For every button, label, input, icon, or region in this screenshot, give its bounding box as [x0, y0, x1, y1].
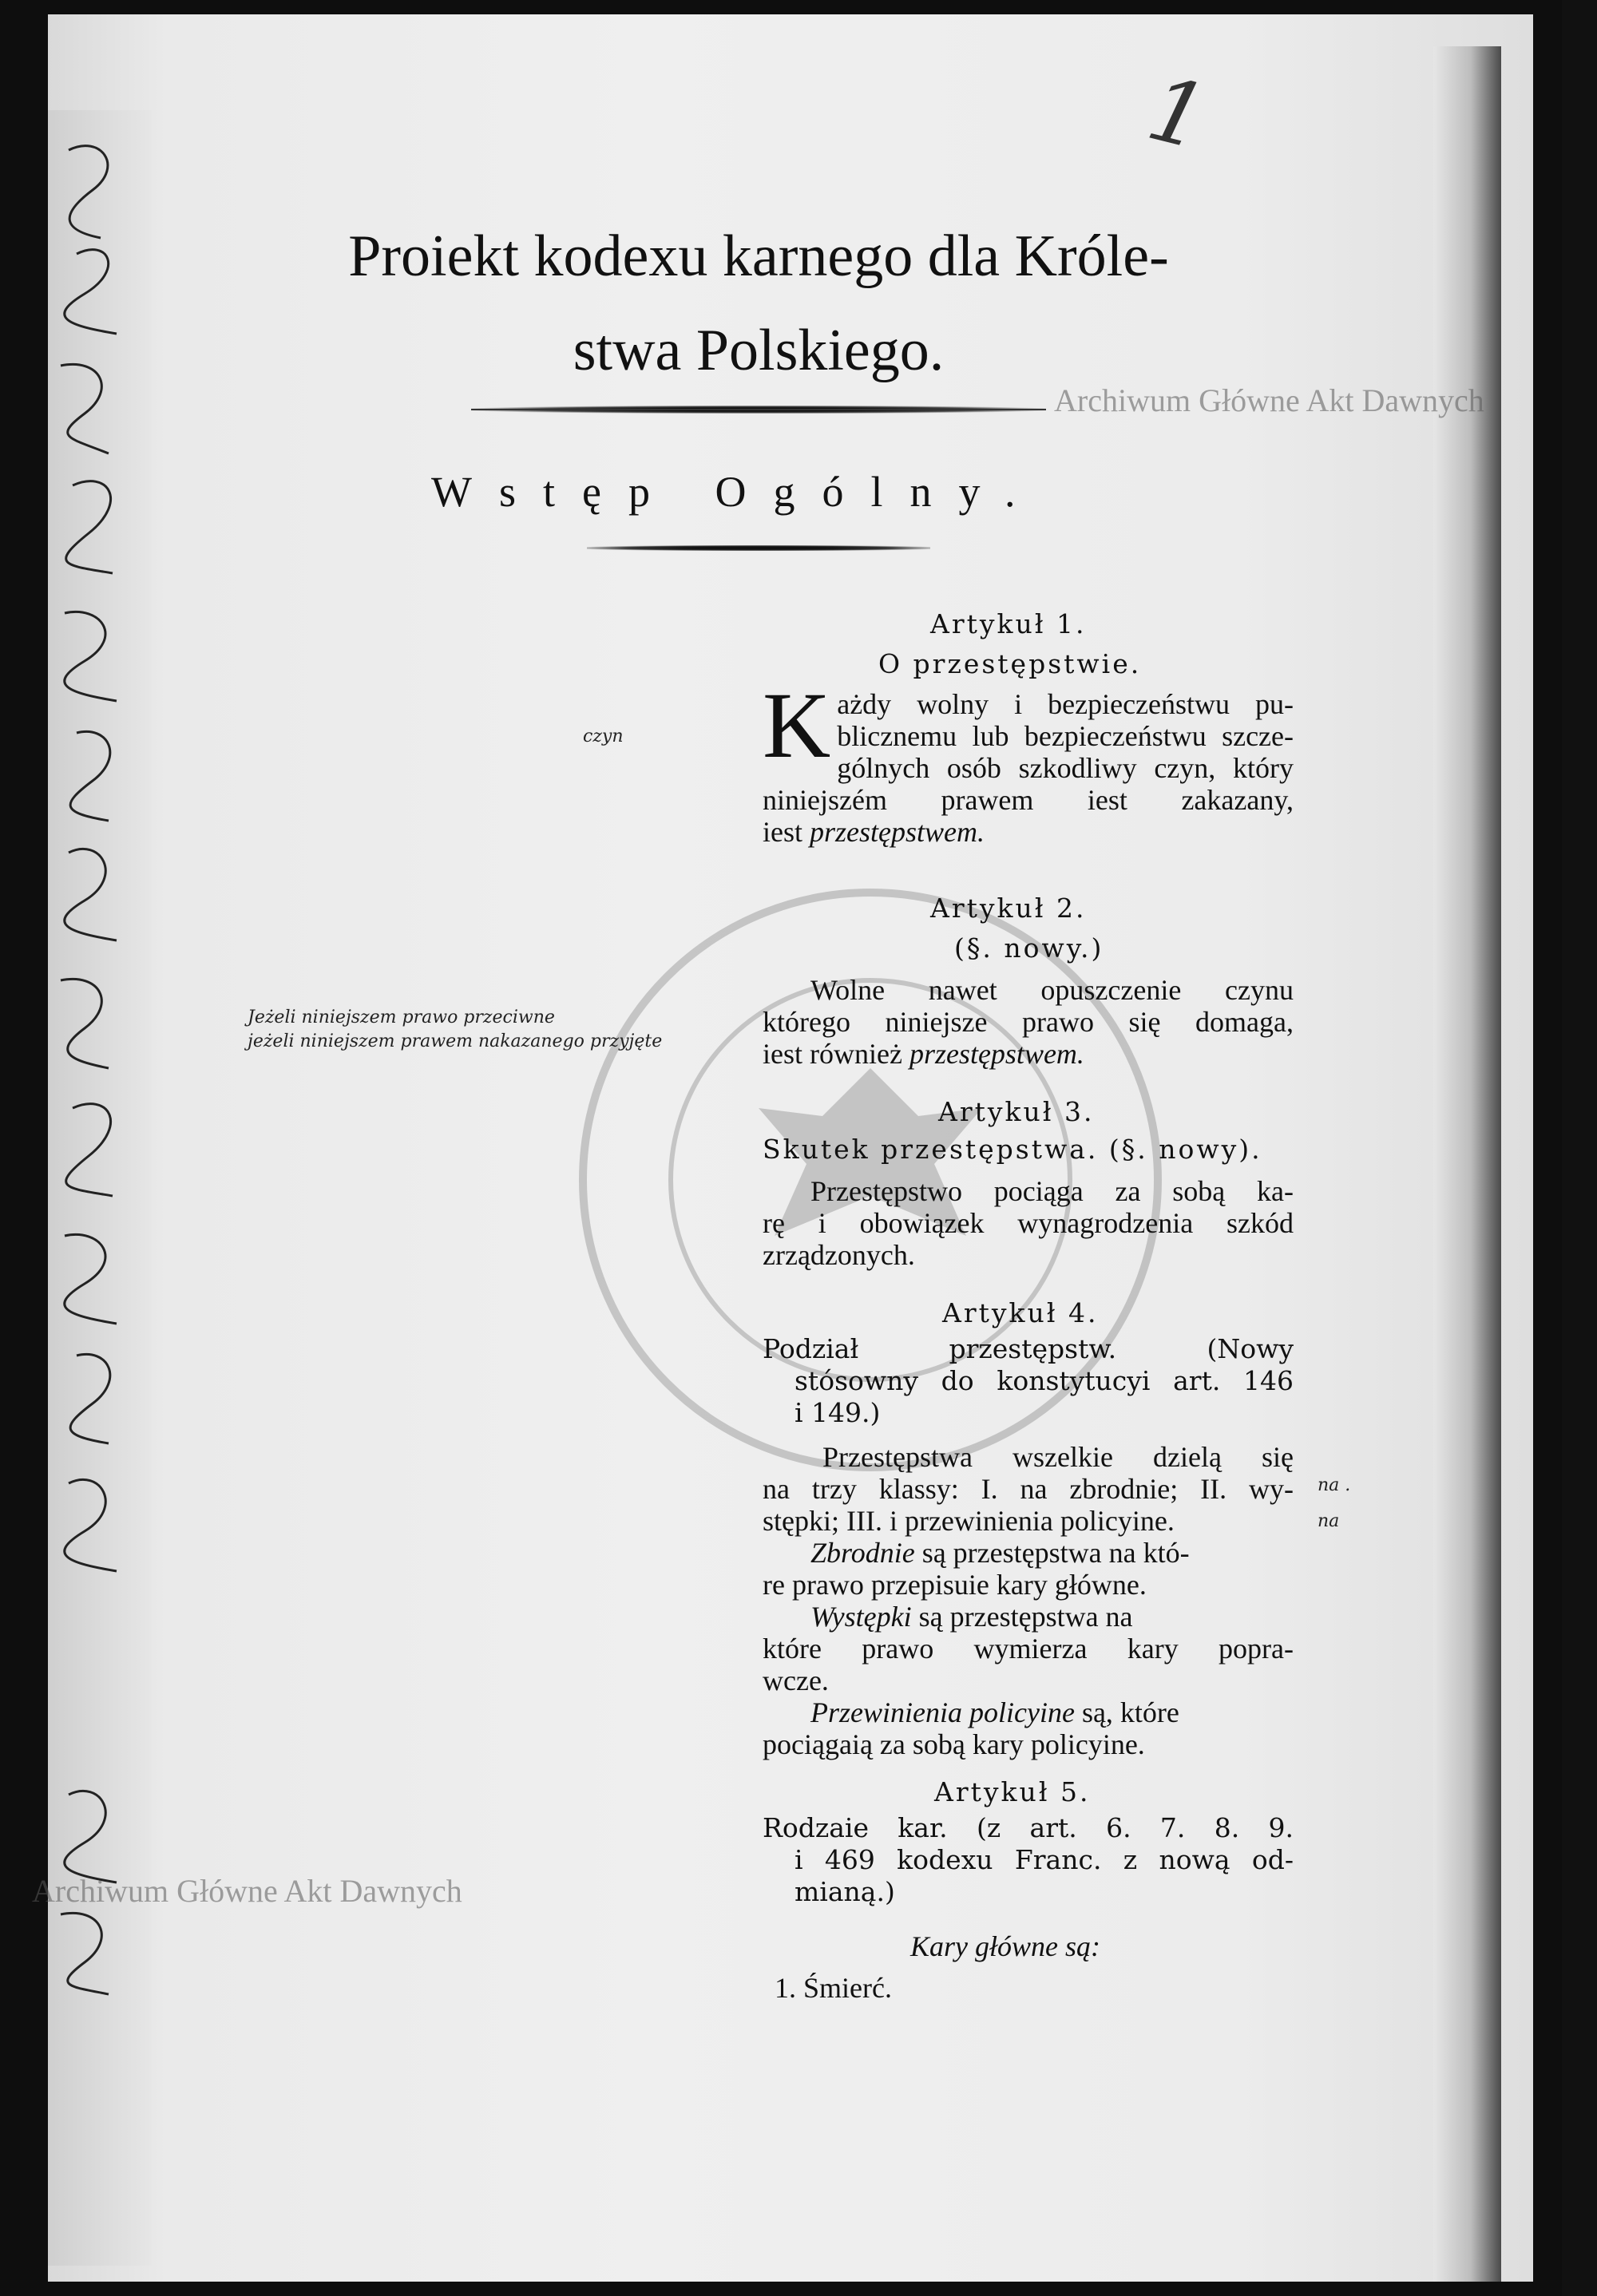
- a5-sub-line-2: i 469 kodexu Franc. z nową od-: [795, 1844, 1294, 1875]
- article-3-body: [763, 1175, 1294, 1271]
- article-1-heading: Artykuł 1.: [930, 608, 1087, 639]
- article-5-heading: Artykuł 5.: [934, 1776, 1091, 1807]
- article-2-subtitle: (§. nowy.): [954, 932, 1104, 964]
- a4-p2-line-1: [763, 1537, 1294, 1569]
- kary-item-1: 1. Śmierć.: [775, 1972, 892, 2004]
- margin-note-na-2: na: [1318, 1511, 1340, 1531]
- title-line-1: Proiekt kodexu karnego dla Króle-: [348, 224, 1169, 289]
- a2-line-2: którego niniejsze prawo się domaga,: [763, 1006, 1294, 1038]
- a4-p3-line-3: wcze.: [763, 1665, 829, 1696]
- kary-glowne-label: Kary główne są:: [910, 1930, 1100, 1962]
- a1-last-prefix: iest: [763, 816, 810, 848]
- article-1-body: [763, 673, 1294, 848]
- a4-p4-text-1: są, które: [1074, 1696, 1179, 1728]
- a2-last-prefix: iest również: [763, 1038, 909, 1070]
- article-5-subtitle: [763, 1812, 1294, 1908]
- a3-line-3: zrządzonych.: [763, 1239, 915, 1271]
- a5-sub-line-1: Rodzaie kar. (z art. 6. 7. 8. 9.: [763, 1812, 1294, 1843]
- a5-sub-line-3: mianą.): [795, 1876, 895, 1907]
- a4-p1-line-3: stępki; III. i przewinienia policyine.: [763, 1505, 1175, 1537]
- margin-note-czyn: czyn: [583, 726, 624, 746]
- a4-sub-line-3: i 149.): [795, 1397, 881, 1428]
- drop-cap: K: [763, 673, 831, 778]
- title-line-2: stwa Polskiego.: [573, 318, 945, 383]
- a1-last-italic: przestępstwem.: [810, 816, 985, 848]
- a4-p4-line-2: pociągaią za sobą kary policyine.: [763, 1728, 1145, 1760]
- watermark-bottom: Archiwum Główne Akt Dawnych: [32, 1873, 462, 1909]
- section-rule: [587, 545, 930, 551]
- article-3-heading: Artykuł 3.: [938, 1096, 1095, 1127]
- a2-line-3: [763, 1038, 1294, 1070]
- a4-p1-line-2: na trzy klassy: I. na zbrodnie; II. wy-: [763, 1473, 1294, 1505]
- a4-p3-text-1: są przestępstwa na: [911, 1601, 1133, 1633]
- handwriting-strip-icon: [53, 134, 149, 2010]
- a3-line-2: rę i obowiązek wynagrodzenia szkód: [763, 1207, 1294, 1239]
- a2-last-italic: przestępstwem.: [909, 1038, 1084, 1070]
- article-2-heading: Artykuł 2.: [930, 893, 1087, 924]
- a4-p3-line-2: które prawo wymierza kary popra-: [763, 1633, 1294, 1665]
- article-2-body: [763, 974, 1294, 1070]
- page-number: 1: [1138, 57, 1218, 170]
- margin-note-na-1: na .: [1318, 1475, 1351, 1495]
- a4-p3-italic: Występki: [810, 1601, 912, 1633]
- a4-p2-italic: Zbrodnie: [810, 1537, 915, 1569]
- a4-sub-line-2: stósowny do konstytucyi art. 146: [795, 1365, 1294, 1396]
- a1-line-2: blicznemu lub bezpieczeństwu szcze-: [837, 720, 1294, 752]
- scan-border: [1562, 0, 1597, 2296]
- margin-note-a2-1: Jeżeli niniejszem prawo przeciwne: [248, 1007, 555, 1027]
- watermark-top: Archiwum Główne Akt Dawnych: [1054, 382, 1484, 418]
- article-3-subtitle: Skutek przestępstwa. (§. nowy).: [763, 1134, 1262, 1165]
- a4-p4-italic: Przewinienia policyine: [810, 1696, 1075, 1728]
- document-title: [240, 209, 1278, 398]
- a4-p3-line-1: [763, 1601, 1294, 1633]
- a1-line-4: niniejszém prawem iest zakazany,: [763, 784, 1294, 816]
- article-4-subtitle: [763, 1333, 1294, 1429]
- a3-line-1: Przestępstwo pociąga za sobą ka-: [810, 1175, 1294, 1207]
- title-rule-thin: [471, 409, 1046, 410]
- a1-line-3: gólnych osób szkodliwy czyn, który: [837, 752, 1294, 784]
- a4-p2-line-2: re prawo przepisuie kary główne.: [763, 1569, 1147, 1601]
- section-heading: Wstęp Ogólny.: [431, 468, 1043, 516]
- a1-line-1: ażdy wolny i bezpieczeństwu pu-: [837, 688, 1294, 720]
- a2-line-1: Wolne nawet opuszczenie czynu: [810, 974, 1294, 1006]
- a4-p4-line-1: [763, 1696, 1294, 1728]
- a4-p1-line-1: Przestępstwa wszelkie dzielą się: [822, 1441, 1294, 1473]
- a1-line-5: [763, 816, 1294, 848]
- margin-note-a2-2: jeżeli niniejszem prawem nakazanego przyjęte: [248, 1031, 663, 1051]
- article-1-subtitle: O przestępstwie.: [878, 648, 1142, 679]
- article-4-body: [763, 1441, 1294, 1760]
- article-4-heading: Artykuł 4.: [942, 1297, 1099, 1328]
- a4-sub-line-1: Podział przestępstw. (Nowy: [763, 1333, 1294, 1364]
- a4-p2-text-1: są przestępstwa na któ-: [914, 1537, 1190, 1569]
